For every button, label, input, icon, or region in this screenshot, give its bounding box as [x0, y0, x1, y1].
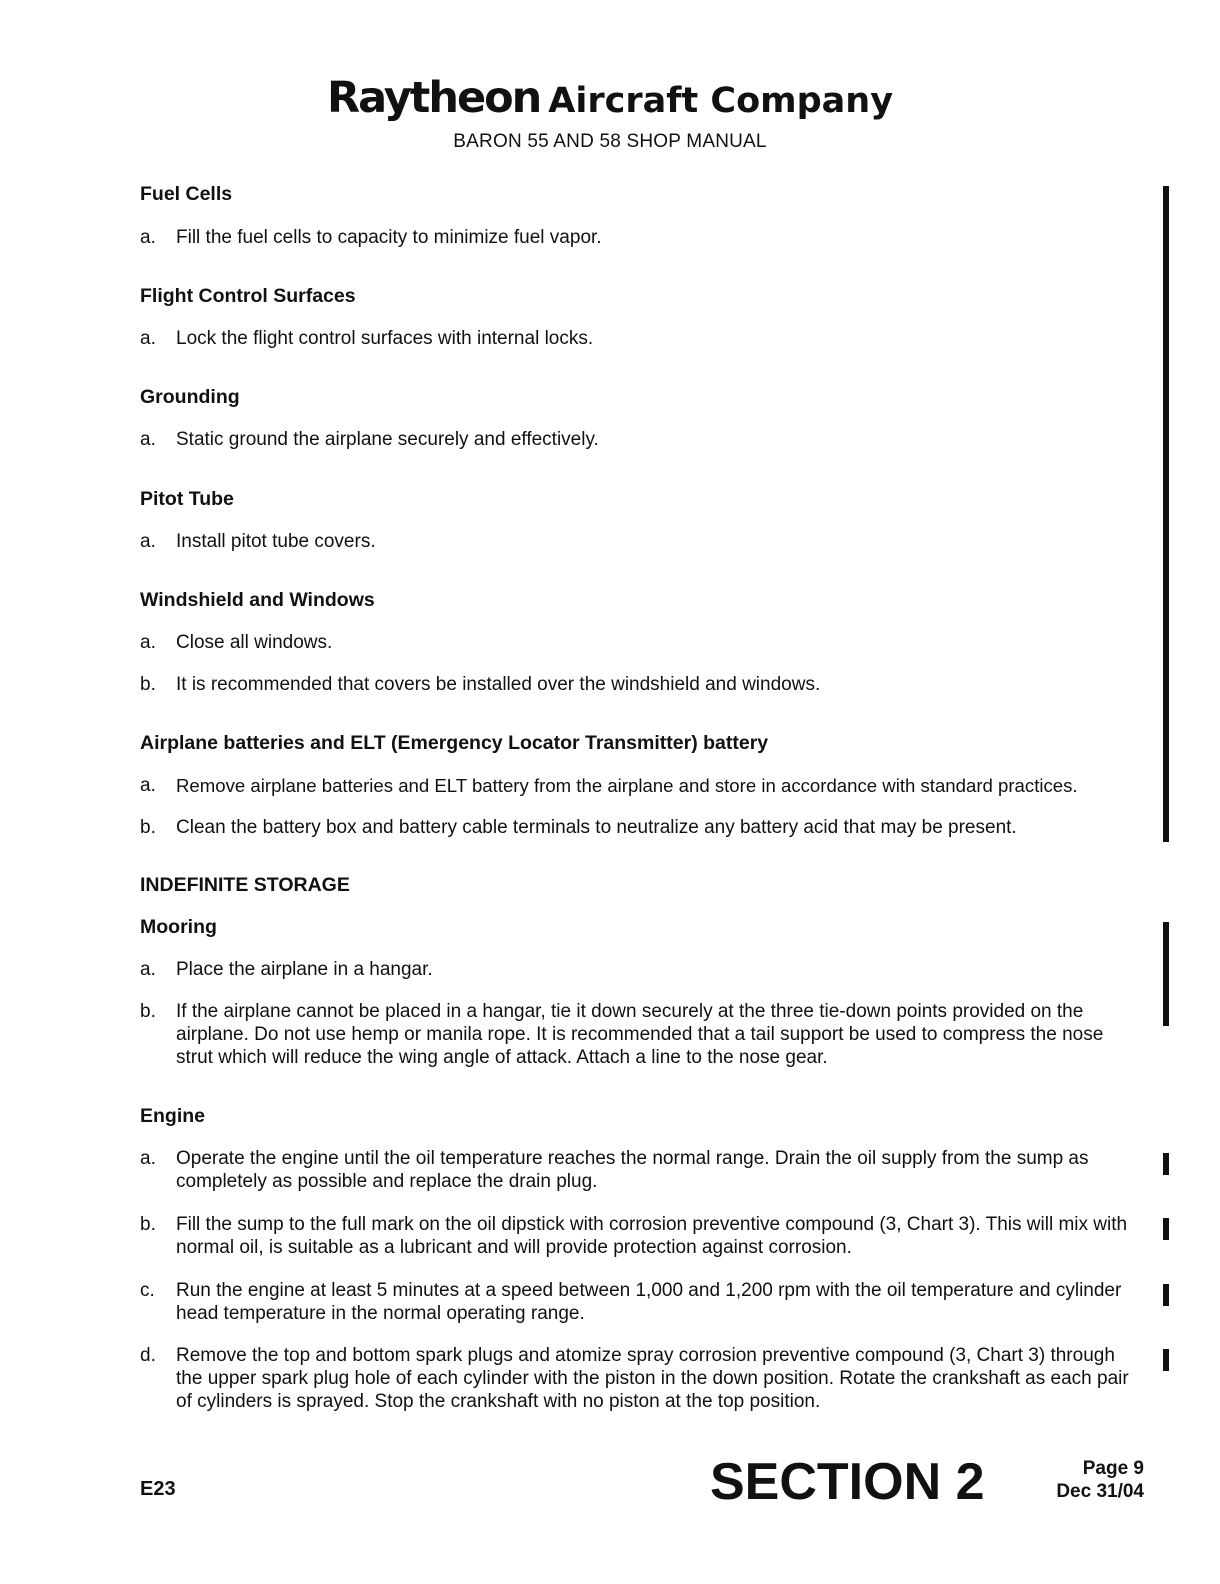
heading-windshield-windows: Windshield and Windows	[140, 589, 375, 611]
page-header	[0, 74, 1220, 153]
item-text: Remove airplane batteries and ELT battery from the airplane and store in accordance with standard practices.	[176, 775, 1078, 796]
item-text: Lock the flight control surfaces with internal locks.	[176, 328, 594, 349]
revision-bar	[1163, 1218, 1169, 1240]
list-item	[140, 1147, 1145, 1193]
footer-code: E23	[140, 1478, 176, 1500]
page-number: Page 9	[1082, 1458, 1144, 1479]
list-item	[140, 1279, 1145, 1325]
heading-mooring: Mooring	[140, 916, 217, 938]
item-letter: a.	[140, 328, 156, 349]
item-text: Install pitot tube covers.	[176, 531, 376, 552]
item-text: Close all windows.	[176, 632, 333, 653]
revision-bar	[1163, 922, 1169, 1026]
list-item	[140, 673, 1145, 696]
list-item	[140, 1344, 1145, 1413]
item-text: Remove the top and bottom spark plugs and atomize spray corrosion preventive compound (3, Chart 3) through the upper spark plug hole of each cylinder with the piston in the down position. Rotate the crankshaft as each pair of cylinders is sprayed. Stop the crankshaft with no piston at the top position.	[176, 1345, 1129, 1412]
item-text: Run the engine at least 5 minutes at a speed between 1,000 and 1,200 rpm with the oil temperature and cylinder head temperature in the normal operating range.	[176, 1280, 1122, 1324]
heading-grounding: Grounding	[140, 386, 240, 408]
brand-name: Raytheon	[326, 73, 541, 123]
list-item	[140, 1213, 1145, 1259]
item-letter: a.	[140, 632, 156, 653]
heading-engine: Engine	[140, 1105, 206, 1127]
revision-bar	[1163, 1284, 1169, 1306]
list-item	[140, 816, 1145, 839]
item-text: Fill the sump to the full mark on the oil dipstick with corrosion preventive compound (3, Chart 3). This will mix with normal oil, is suitable as a lubricant and will provide protection against corrosion.	[176, 1214, 1128, 1258]
item-letter: a.	[140, 959, 156, 980]
item-letter: a.	[140, 227, 156, 248]
item-letter: b.	[140, 1001, 156, 1022]
item-letter: b.	[140, 674, 156, 695]
footer-section-label: SECTION 2	[710, 1453, 985, 1511]
item-letter: a.	[140, 429, 156, 450]
item-letter: a.	[140, 775, 156, 796]
manual-title: BARON 55 AND 58 SHOP MANUAL	[453, 131, 767, 152]
brand-company: Aircraft Company	[548, 81, 894, 121]
brand-logo	[0, 74, 1220, 125]
list-item	[140, 530, 1145, 553]
list-item	[140, 958, 1145, 981]
item-text: Place the airplane in a hangar.	[176, 959, 433, 980]
item-text: Static ground the airplane securely and effectively.	[176, 429, 599, 450]
item-text: Fill the fuel cells to capacity to minimize fuel vapor.	[176, 227, 602, 248]
heading-indefinite-storage: INDEFINITE STORAGE	[140, 874, 350, 896]
revision-bar	[1163, 186, 1169, 842]
footer-page-info	[1040, 1457, 1144, 1503]
item-text: Clean the battery box and battery cable terminals to neutralize any battery acid that may be present.	[176, 817, 1017, 838]
item-letter: b.	[140, 817, 156, 838]
item-letter: a.	[140, 531, 156, 552]
revision-bar	[1163, 1153, 1169, 1175]
heading-fuel-cells: Fuel Cells	[140, 183, 233, 205]
item-text: It is recommended that covers be installed over the windshield and windows.	[176, 674, 821, 695]
revision-date: Dec 31/04	[1056, 1481, 1144, 1502]
item-text: Operate the engine until the oil temperature reaches the normal range. Drain the oil supply from the sump as completely as possible and replace the drain plug.	[176, 1148, 1089, 1192]
list-item	[140, 774, 1150, 797]
list-item	[140, 631, 1145, 654]
revision-bar	[1163, 1349, 1169, 1371]
heading-airplane-batteries: Airplane batteries and ELT (Emergency Locator Transmitter) battery	[140, 732, 769, 754]
item-letter: d.	[140, 1345, 156, 1366]
list-item	[140, 428, 1145, 451]
item-letter: c.	[140, 1280, 155, 1301]
list-item	[140, 226, 1145, 249]
item-letter: b.	[140, 1214, 156, 1235]
item-text: If the airplane cannot be placed in a hangar, tie it down securely at the three tie-down points provided on the airplane. Do not use hemp or manila rope. It is recommended that a tail support be used to compress the nose strut which will reduce the wing angle of attack. Attach a line to the nose gear.	[176, 1001, 1104, 1068]
list-item	[140, 1000, 1145, 1069]
item-letter: a.	[140, 1148, 156, 1169]
heading-flight-control-surfaces: Flight Control Surfaces	[140, 285, 356, 307]
heading-pitot-tube: Pitot Tube	[140, 488, 234, 510]
list-item	[140, 327, 1145, 350]
